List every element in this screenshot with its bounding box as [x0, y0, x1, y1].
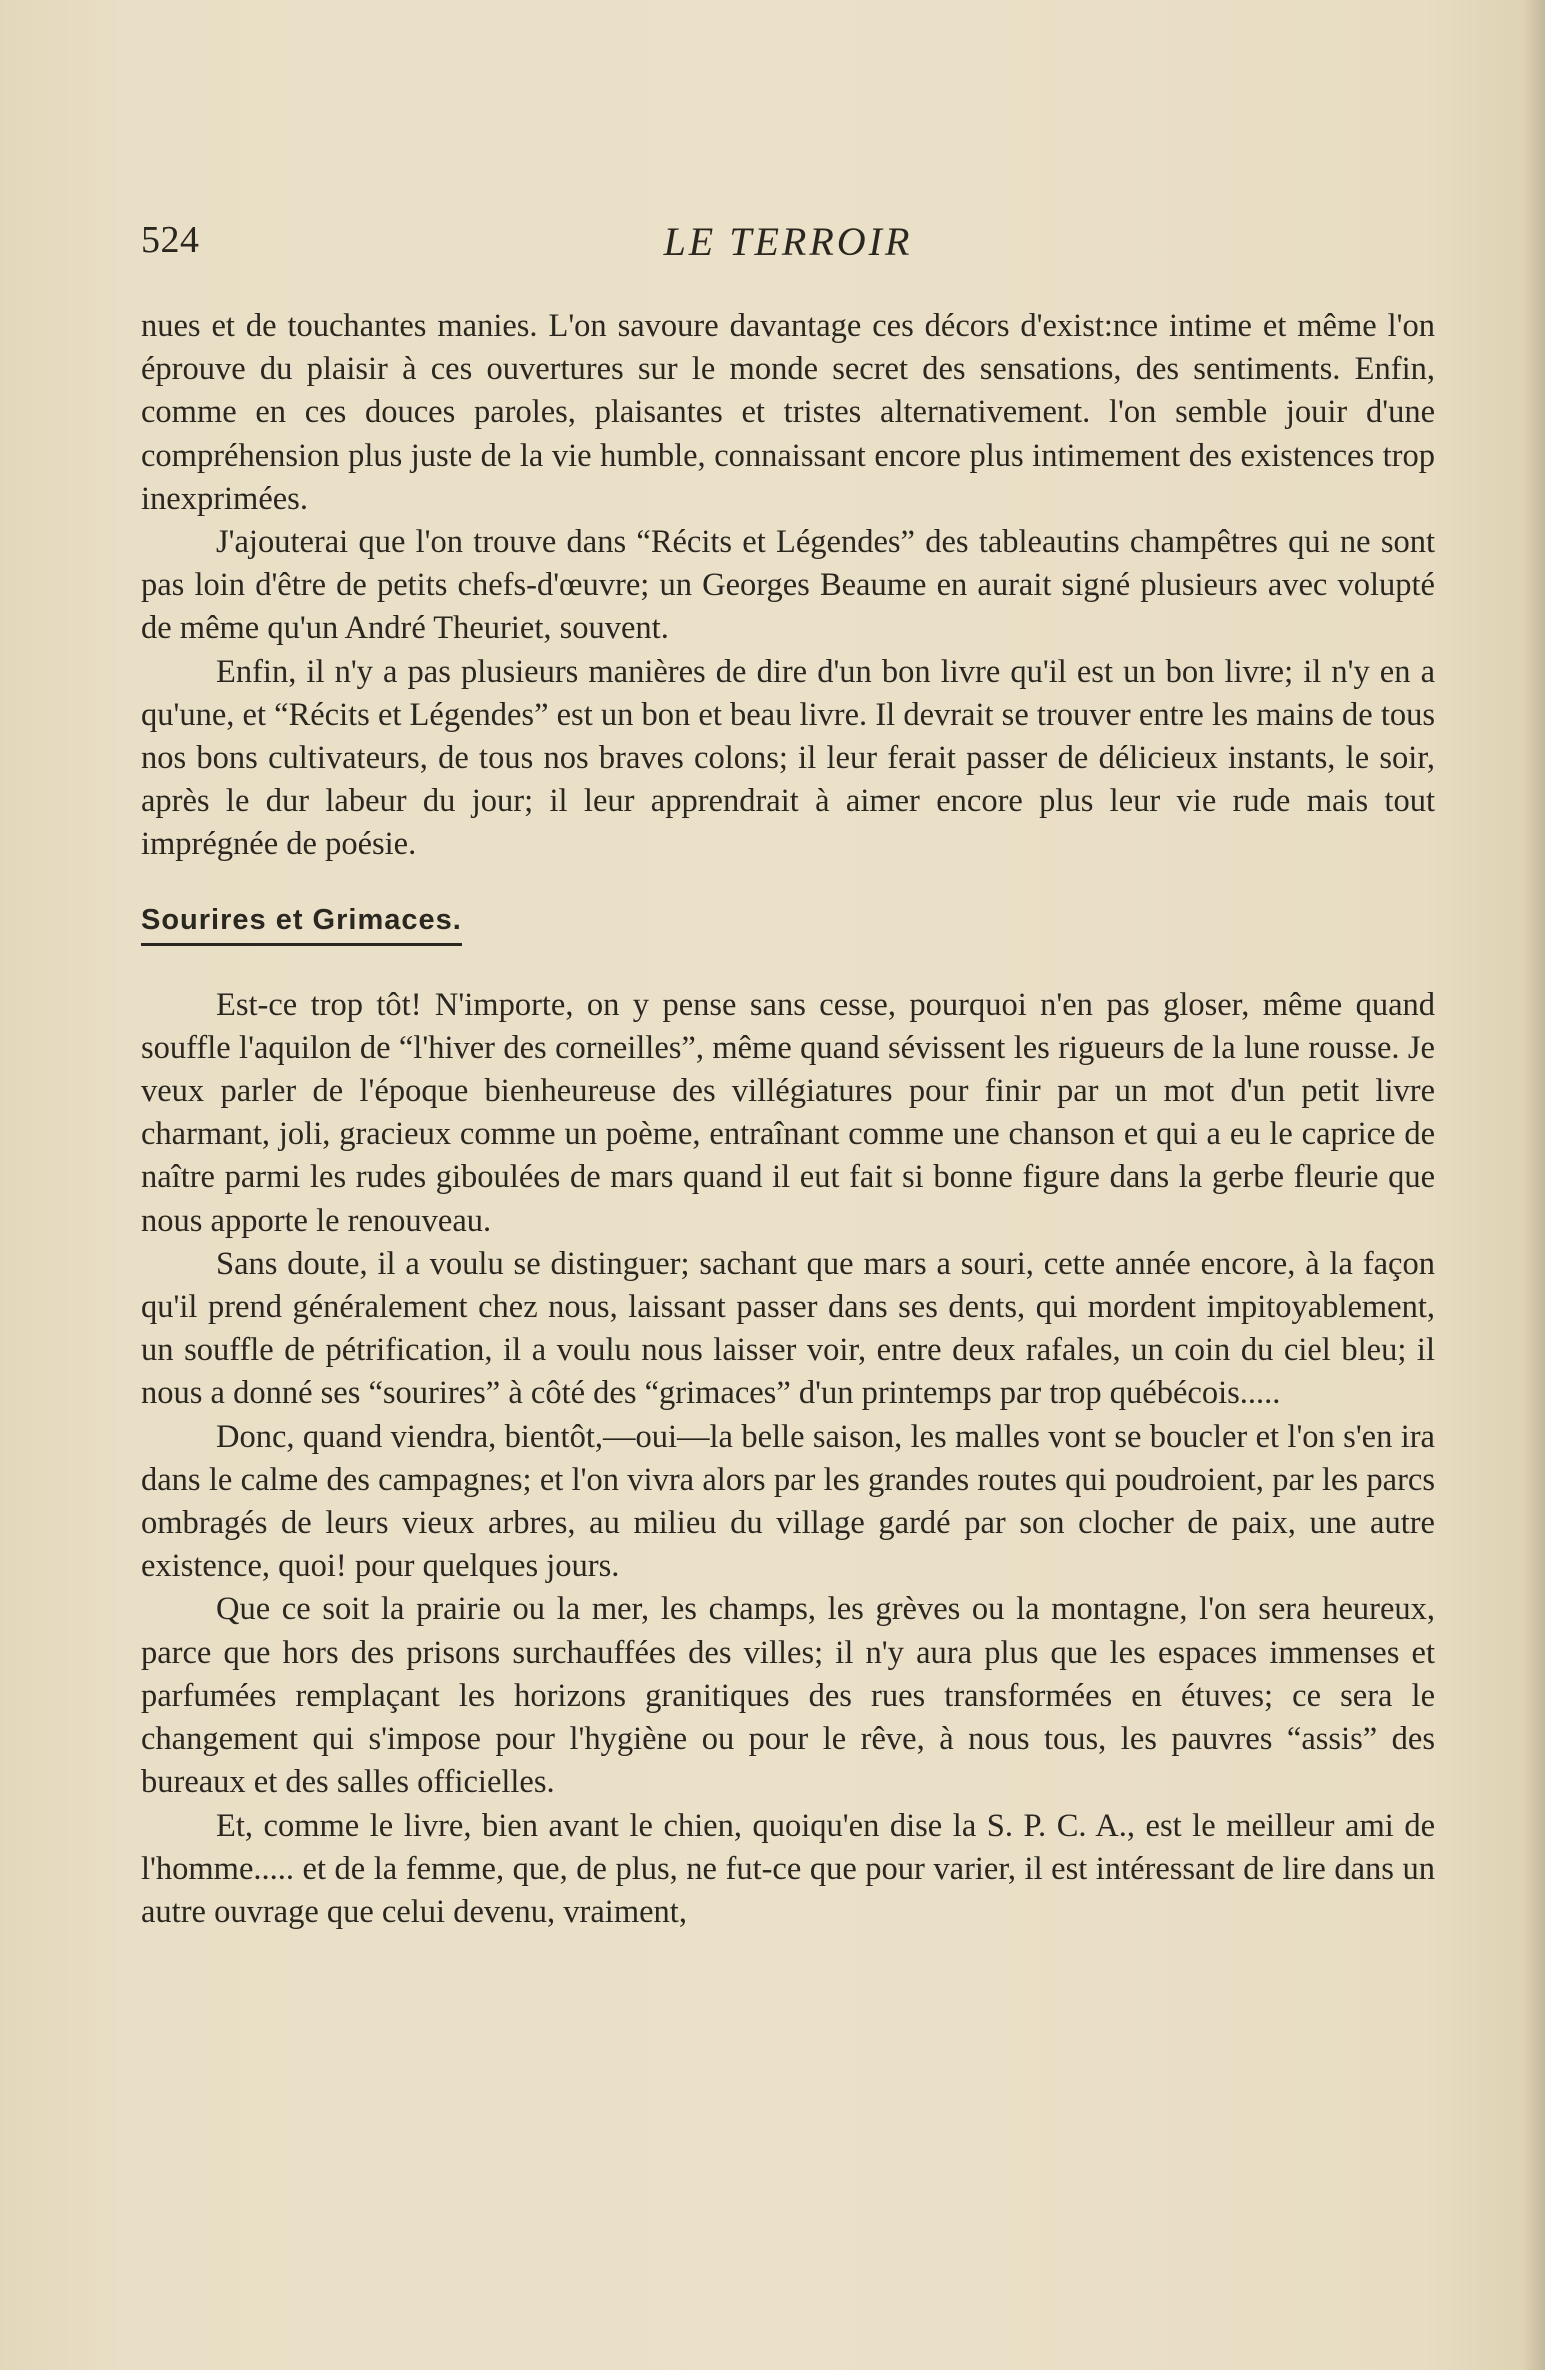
section-heading: Sourires et Grimaces.: [141, 904, 462, 946]
running-title: LE TERROIR: [663, 219, 913, 264]
page-number: 524: [141, 219, 200, 261]
paragraph: J'ajouterai que l'on trouve dans “Récits et Légendes” des tableautins champêtres qui ne sont pas loin d'être de petits chefs-d'œuvre; un Georges Beaume en aurait signé plusieurs avec volupté de même qu'un André Theuriet, souvent.: [141, 524, 1435, 647]
paragraph: nues et de touchantes manies. L'on savoure davantage ces décors d'exist:nce intime et même l'on éprouve du plaisir à ces ouvertures sur le monde secret des sensations, des sentiments. Enfin, comme en ces douces paroles, plaisantes et tristes alternativement. l'on semble jouir d'une compréhension plus juste de la vie humble, connaissant encore plus intimement des existences trop inexprimées.: [141, 308, 1435, 517]
paragraph: Que ce soit la prairie ou la mer, les champs, les grèves ou la montagne, l'on sera heureux, parce que hors des prisons surchauffées des villes; il n'y aura plus que les espaces immenses et parfumées remplaçant les horizons granitiques des rues transformées en étuves; ce sera le changement qui s'impose pour l'hygiène ou pour le rêve, à nous tous, les pauvres “assis” des bureaux et des salles officielles.: [141, 1591, 1435, 1801]
paragraph: Donc, quand viendra, bientôt,—oui—la belle saison, les malles vont se boucler et l'on s'en ira dans le calme des campagnes; et l'on vivra alors par les grandes routes qui poudroient, par les parcs ombragés de leurs vieux arbres, au milieu du village gardé par son clocher de paix, une autre existence, quoi! pour quelques jours.: [141, 1418, 1435, 1585]
paragraph: Est-ce trop tôt! N'importe, on y pense sans cesse, pourquoi n'en pas gloser, même quand souffle l'aquilon de “l'hiver des corneilles”, même quand sévissent les rigueurs de la lune rousse. Je veux parler de l'époque bienheureuse des villégiatures pour finir par un mot d'un petit livre charmant, joli, gracieux comme un poème, entraînant comme une chanson et qui a eu le caprice de naître parmi les rudes giboulées de mars quand il eut fait si bonne figure dans la gerbe fleurie que nous apporte le renouveau.: [141, 986, 1435, 1239]
paragraph: Et, comme le livre, bien avant le chien, quoiqu'en dise la S. P. C. A., est le meilleur ami de l'homme..... et de la femme, que, de plus, ne fut-ce que pour varier, il est intéressant de lire dans un autre ouvrage que celui devenu, vraiment,: [141, 1807, 1435, 1930]
paragraph: Sans doute, il a voulu se distinguer; sachant que mars a souri, cette année encore, à la façon qu'il prend généralement chez nous, laissant passer dans ses dents, qui mordent impitoyablement, un souffle de pétrification, il a voulu nous laisser voir, entre deux rafales, un coin du ciel bleu; il nous a donné ses “sourires” à côté des “grimaces” d'un printemps par trop québécois.....: [141, 1245, 1435, 1412]
page-header: [141, 218, 1435, 268]
page-body: [141, 305, 1435, 1934]
paragraph: Enfin, il n'y a pas plusieurs manières de dire d'un bon livre qu'il est un bon livre; il n'y en a qu'une, et “Récits et Légendes” est un bon et beau livre. Il devrait se trouver entre les mains de tous nos bons cultivateurs, de tous nos braves colons; il leur ferait passer de délicieux instants, le soir, après le dur labeur du jour; il leur apprendrait à aimer encore plus leur vie rude mais tout imprégnée de poésie.: [141, 653, 1435, 863]
page-edge-shadow: [1523, 0, 1545, 2370]
